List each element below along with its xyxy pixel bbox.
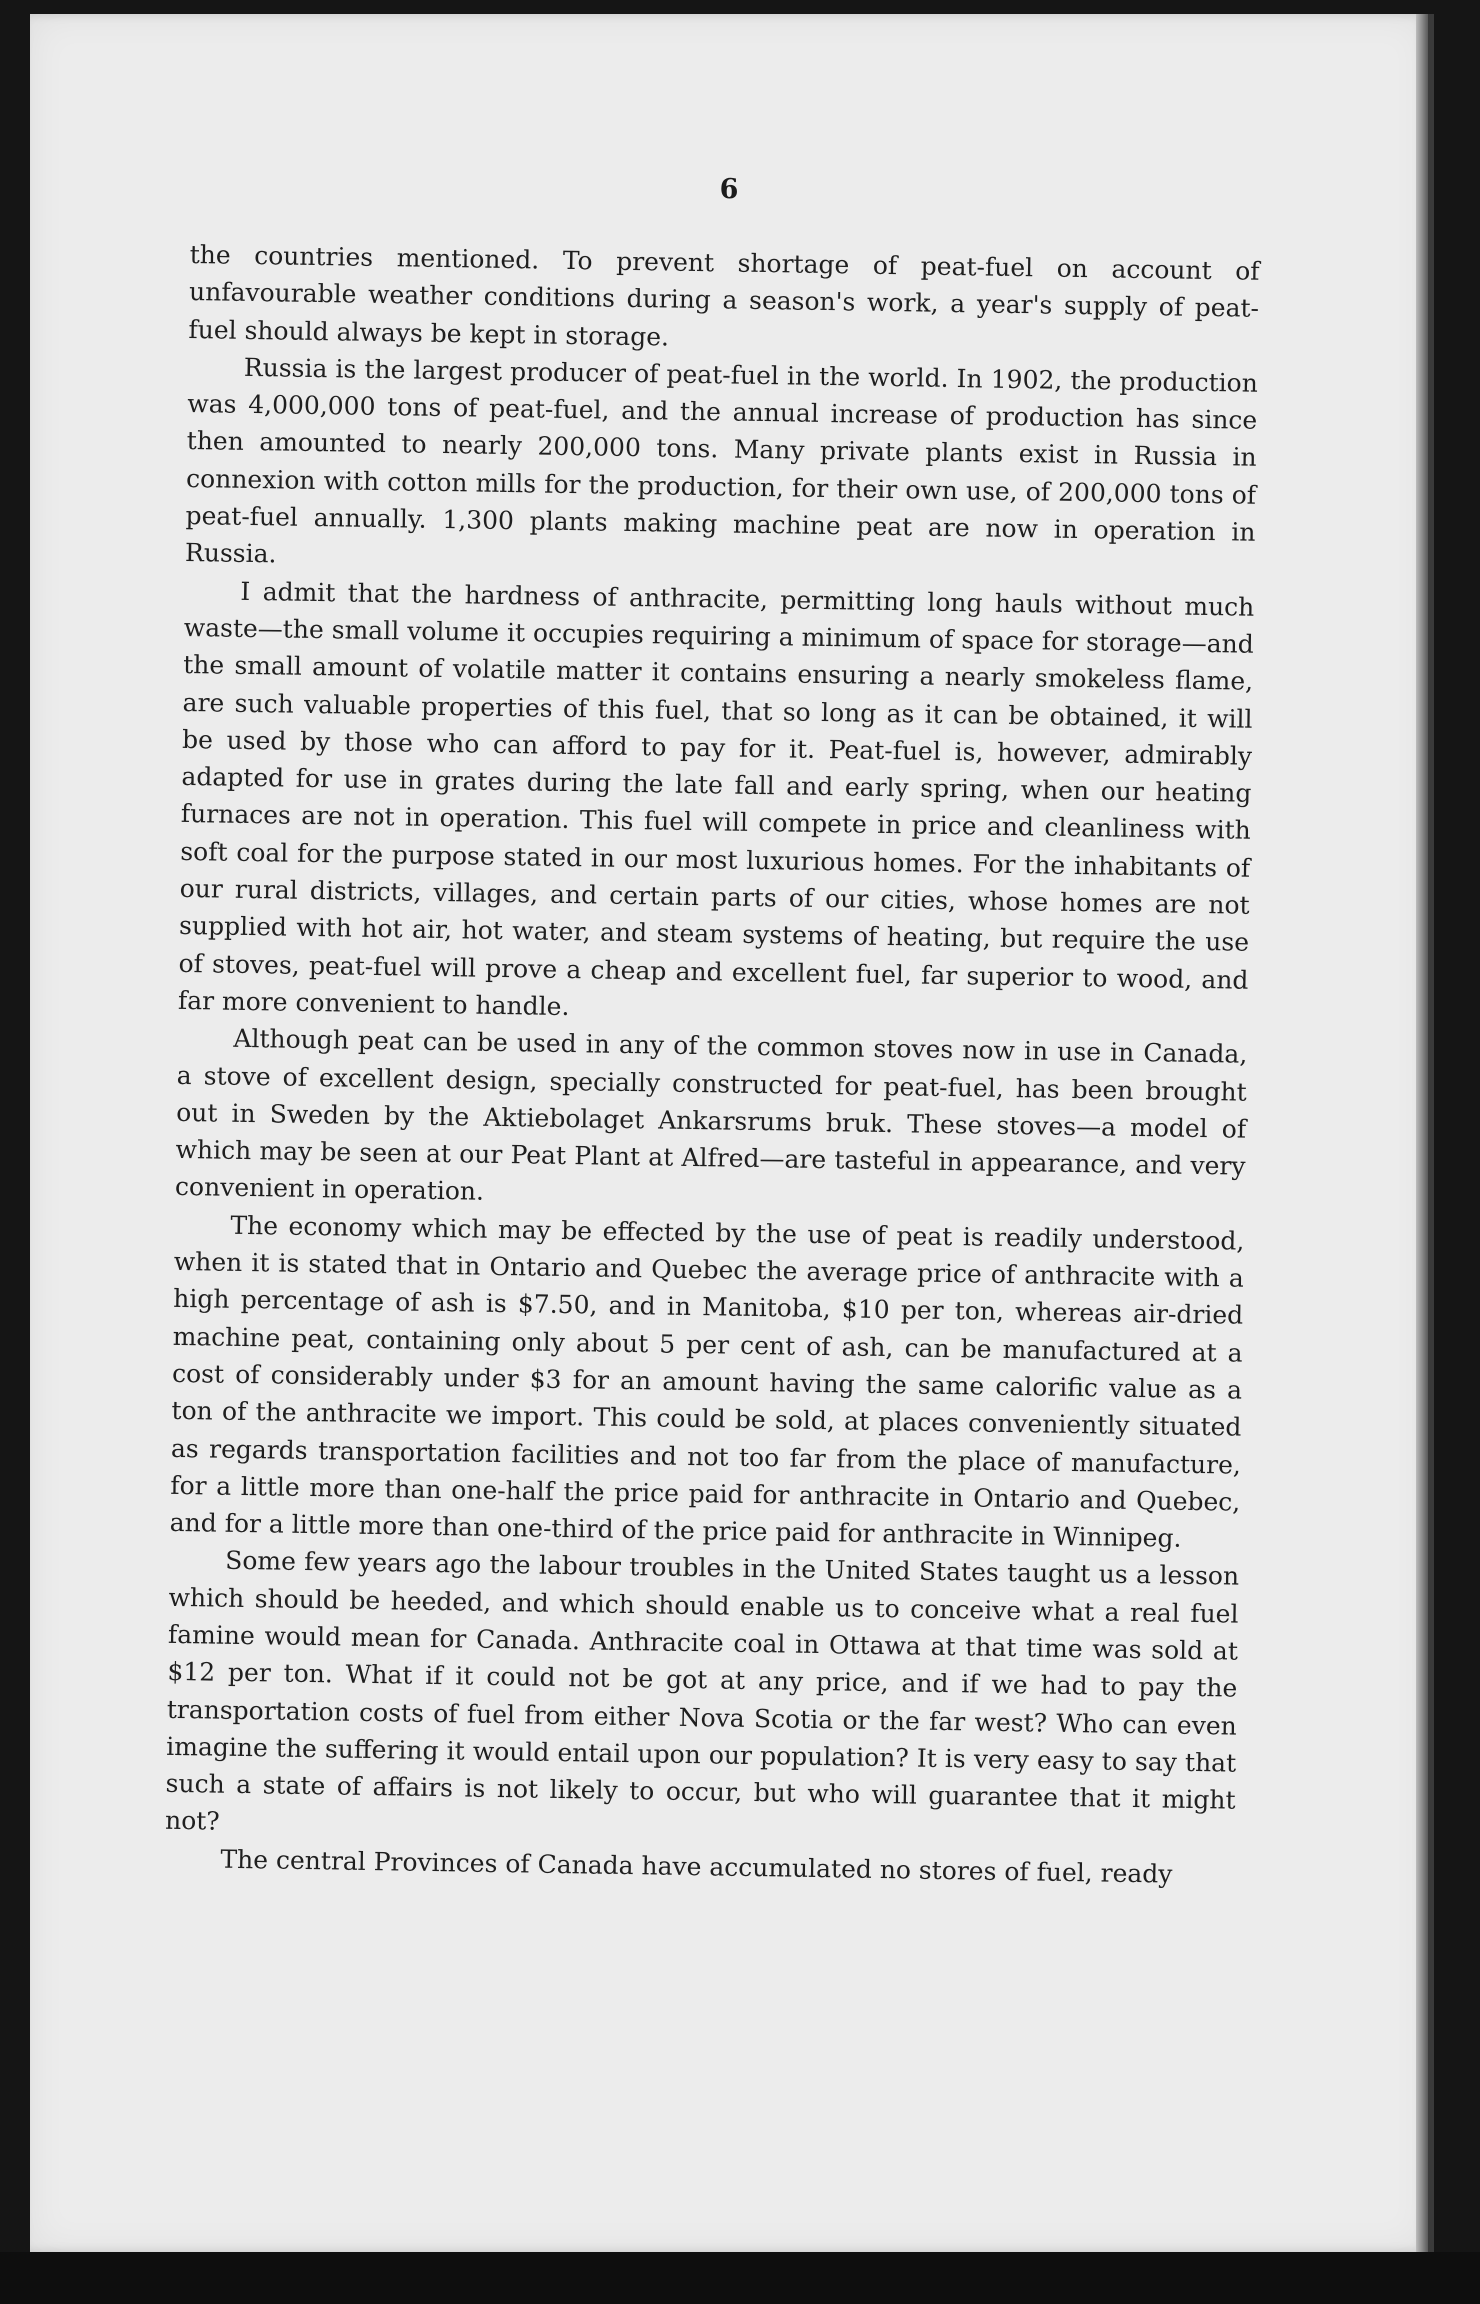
paragraph-continuation: the countries mentioned. To prevent shortage of peat-fuel on account of unfavourable weather conditions during a season's work, a year's supply of peat-fuel should always be kept in storage. xyxy=(188,239,1260,352)
paragraph-anthracite: I admit that the hardness of anthracite, permitting long hauls without much waste—the small volume it occupies requiring a minimum of space for storage—and the small amount of volatile matter it contains ensuring a nearly smokeless flame, are such valuable properties of this fuel, that so long as it can be obtained, it will be used by those who can afford to pay for it. Peat-fuel is, however, admirably adapted for use in grates during the late fall and early spring, when our heating furnaces are not in operation. This fuel will compete in price and cleanliness with soft coal for the purpose stated in our most luxurious homes. For the inhabitants of our rural districts, villages, and certain parts of our cities, whose homes are not supplied with hot air, hot water, and steam systems of heating, but require the use of stoves, peat-fuel will prove a cheap and excellent fuel, far superior to wood, and far more convenient to handle. xyxy=(177,576,1255,1021)
page-number: 6 xyxy=(719,174,739,205)
page-edge xyxy=(1416,14,1428,2252)
paragraph-russia: Russia is the largest producer of peat-fuel in the world. In 1902, the production was 4,000,000 tons of peat-fuel, and the annual increase of production has since then amounted to nearly 200,000 tons. Many private plants exist in Russia in connexion with cotton mills for the production, for their own use, of 200,000 tons of peat-fuel annually. 1,300 plants making machine peat are now in operation in Russia. xyxy=(184,352,1259,569)
paragraph-stoves: Although peat can be used in any of the common stoves now in use in Canada, a stove of excellent design, specially constructed for peat-fuel, has been brought out in Sweden by the Aktiebolaget Ankarsrums bruk. These stoves—a model of which may be seen at our Peat Plant at Alfred—are tasteful in appearance, and very convenient in operation. xyxy=(174,1024,1248,1207)
body-text xyxy=(164,236,1260,1894)
paragraph-economy: The economy which may be effected by the use of peat is readily understood, when it is stated that in Ontario and Quebec the average price of anthracite with a high percentage of ash is $7.50, and in Manitoba, $10 per ton, whereas air-dried machine peat, containing only about 5 per cent of ash, can be manufactured at a cost of considerably under $3 for an amount having the same calorific value as a ton of the anthracite we import. This could be sold, at places conveniently situated as regards transportation facilities and not too far from the place of manufacture, for a little more than one-half the price paid for anthracite in Ontario and Quebec, and for a little more than one-third of the price paid for anthracite in Winnipeg. xyxy=(169,1210,1245,1553)
paragraph-fuel-famine: Some few years ago the labour troubles in the United States taught us a lesson which should be heeded, and which should enable us to conceive what a real fuel famine would mean for Canada. Anthracite coal in Ottawa at that time was sold at $12 per ton. What if it could not be got at any price, and if we had to pay the transportation costs of fuel from either Nova Scotia or the far west? Who can even imagine the suffering it would entail upon our population? It is very easy to say that such a state of affairs is not likely to occur, but who will guarantee that it might not? xyxy=(164,1546,1240,1837)
page-sheet xyxy=(30,14,1434,2252)
scan-bottom-margin xyxy=(0,2252,1480,2304)
paragraph-central-provinces: The central Provinces of Canada have accumulated no stores of fuel, ready xyxy=(220,1844,1173,1889)
